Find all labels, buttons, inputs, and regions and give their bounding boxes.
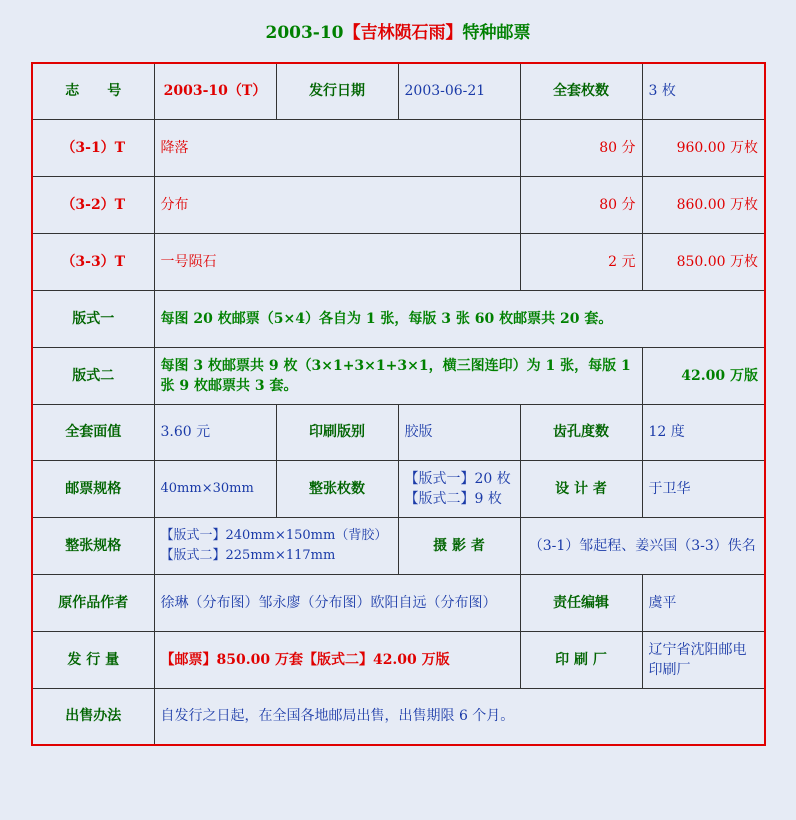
table-row [32, 63, 765, 119]
stamp-size-value: 40mm×30mm [154, 460, 276, 517]
page-title [0, 18, 796, 43]
stamp-code: （3-3）T [32, 233, 154, 290]
format2-value: 每图 3 枚邮票共 9 枚（3×1+3×1+3×1，横三图连印）为 1 张，每版 1 张 9 枚邮票共 3 套。 [154, 347, 642, 404]
table-row [32, 290, 765, 347]
table-row [32, 119, 765, 176]
original-author-value: 徐琳（分布图）邹永廖（分布图）欧阳自远（分布图） [154, 574, 520, 631]
table-row [32, 176, 765, 233]
sheet-count-format1: 【版式一】20 枚 [404, 470, 511, 487]
perforation-label: 齿孔度数 [520, 404, 642, 460]
issue-quantity-label: 发 行 量 [32, 631, 154, 688]
sale-method-label: 出售办法 [32, 688, 154, 745]
zhihao-value: 2003-10（T） [154, 63, 276, 119]
sheet-count-value [398, 460, 520, 517]
sale-method-value: 自发行之日起，在全国各地邮局出售，出售期限 6 个月。 [154, 688, 765, 745]
stamp-code: （3-1）T [32, 119, 154, 176]
issue-date-value: 2003-06-21 [398, 63, 520, 119]
sheet-size-label: 整张规格 [32, 517, 154, 574]
printer-label: 印 刷 厂 [520, 631, 642, 688]
stamp-name: 分布 [154, 176, 520, 233]
format2-quantity: 42.00 万版 [642, 347, 765, 404]
designer-label: 设 计 者 [520, 460, 642, 517]
original-author-label: 原作品作者 [32, 574, 154, 631]
table-row [32, 347, 765, 404]
set-count-label: 全套枚数 [520, 63, 642, 119]
format2-label: 版式二 [32, 347, 154, 404]
sheet-size-value: 【版式一】240mm×150mm（背胶）【版式二】225mm×117mm [154, 517, 398, 574]
photographer-label: 摄 影 者 [398, 517, 520, 574]
photographer-value: （3-1）邹起程、姜兴国（3-3）佚名 [520, 517, 765, 574]
print-type-label: 印刷版别 [276, 404, 398, 460]
stamp-face-value: 80 分 [520, 176, 642, 233]
title-prefix: 2003-10 [265, 23, 344, 43]
table-row [32, 688, 765, 745]
face-value-label: 全套面值 [32, 404, 154, 460]
printer-value: 辽宁省沈阳邮电印刷厂 [642, 631, 765, 688]
stamp-info-table [31, 62, 766, 746]
stamp-name: 一号陨石 [154, 233, 520, 290]
editor-value: 虞平 [642, 574, 765, 631]
table-row [32, 460, 765, 517]
face-value-value: 3.60 元 [154, 404, 276, 460]
table-row [32, 233, 765, 290]
title-highlight: 【吉林陨石雨】 [343, 23, 463, 43]
stamp-quantity: 960.00 万枚 [642, 119, 765, 176]
table-row [32, 404, 765, 460]
table-row [32, 517, 765, 574]
stamp-code: （3-2）T [32, 176, 154, 233]
issue-quantity-value: 【邮票】850.00 万套【版式二】42.00 万版 [154, 631, 520, 688]
sheet-count-label: 整张枚数 [276, 460, 398, 517]
editor-label: 责任编辑 [520, 574, 642, 631]
format1-value: 每图 20 枚邮票（5×4）各自为 1 张，每版 3 张 60 枚邮票共 20 套。 [154, 290, 765, 347]
stamp-size-label: 邮票规格 [32, 460, 154, 517]
title-suffix: 特种邮票 [462, 23, 531, 43]
sheet-count-format2: 【版式二】9 枚 [404, 490, 502, 507]
designer-value: 于卫华 [642, 460, 765, 517]
format1-label: 版式一 [32, 290, 154, 347]
stamp-face-value: 80 分 [520, 119, 642, 176]
table-row [32, 631, 765, 688]
set-count-value: 3 枚 [642, 63, 765, 119]
print-type-value: 胶版 [398, 404, 520, 460]
table-row [32, 574, 765, 631]
issue-date-label: 发行日期 [276, 63, 398, 119]
stamp-face-value: 2 元 [520, 233, 642, 290]
stamp-quantity: 860.00 万枚 [642, 176, 765, 233]
zhihao-label: 志 号 [32, 63, 154, 119]
stamp-name: 降落 [154, 119, 520, 176]
perforation-value: 12 度 [642, 404, 765, 460]
stamp-quantity: 850.00 万枚 [642, 233, 765, 290]
